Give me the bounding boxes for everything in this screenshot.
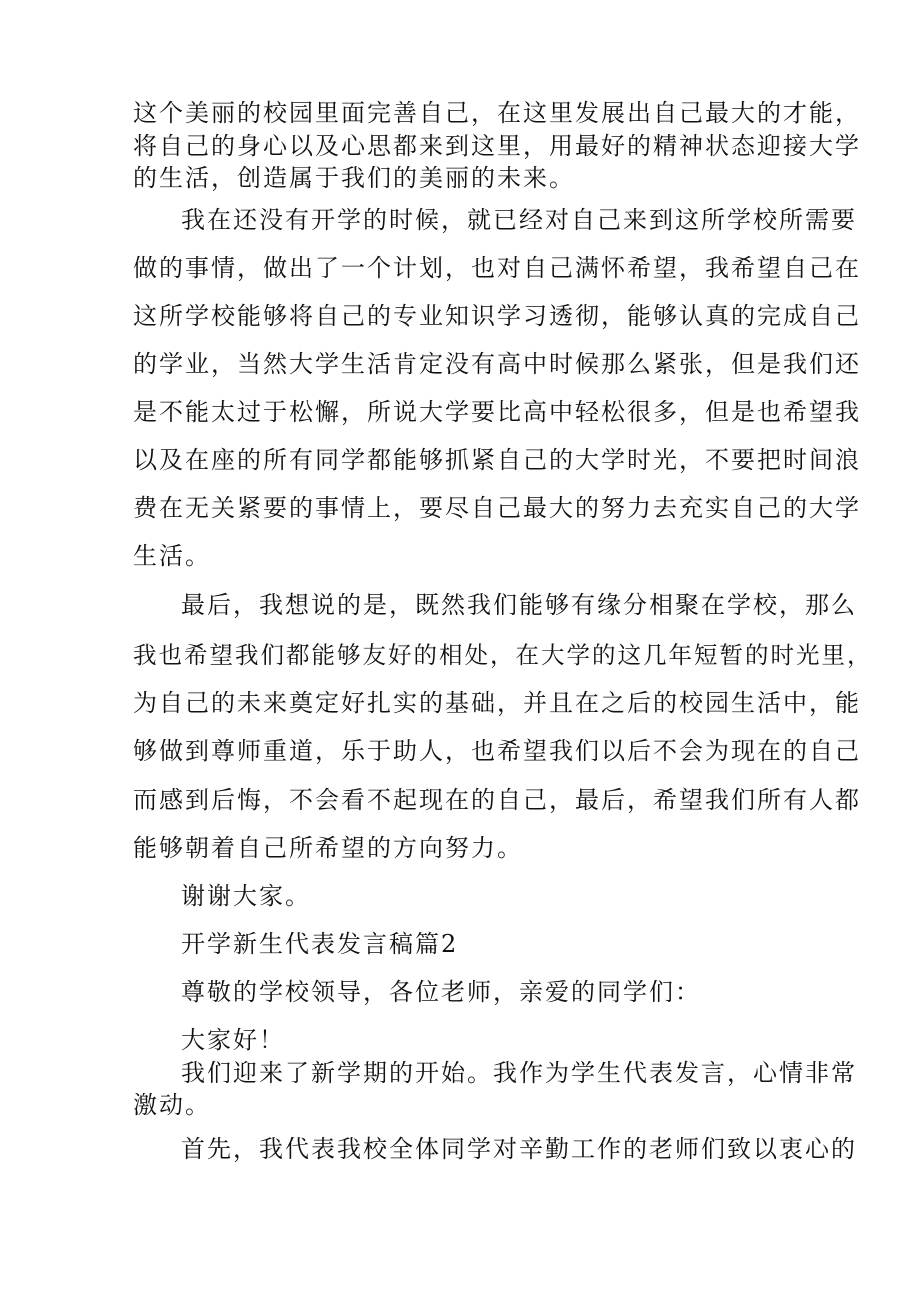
text-line: 这个美丽的校园里面完善自己，在这里发展出自己最大的才能， [133,99,861,127]
text-line: 为自己的未来奠定好扎实的基础，并且在之后的校园生活中，能 [133,689,861,717]
text-line: 我在还没有开学的时候，就已经对自己来到这所学校所需要 [181,206,857,234]
text-line: 能够朝着自己所希望的方向努力。 [133,834,523,862]
text-line: 激动。 [133,1091,211,1119]
text-line: 我们迎来了新学期的开始。我作为学生代表发言，心情非常 [181,1059,857,1087]
text-line: 做的事情，做出了一个计划，也对自己满怀希望，我希望自己在 [133,254,861,282]
text-line: 我也希望我们都能够友好的相处，在大学的这几年短暂的时光里， [133,641,873,669]
text-line: 的生活，创造属于我们的美丽的未来。 [133,164,575,192]
text-line: 够做到尊师重道，乐于助人，也希望我们以后不会为现在的自己 [133,737,861,765]
text-line: 费在无关紧要的事情上，要尽自己最大的努力去充实自己的大学 [133,494,861,522]
text-line: 将自己的身心以及心思都来到这里，用最好的精神状态迎接大学 [133,132,861,160]
text-line: 首先，我代表我校全体同学对辛勤工作的老师们致以衷心的 [181,1135,857,1163]
section-heading: 开学新生代表发言稿篇2 [181,930,459,958]
text-line: 以及在座的所有同学都能够抓紧自己的大学时光，不要把时间浪 [133,446,861,474]
text-line: 最后，我想说的是，既然我们能够有缘分相聚在学校，那么 [181,591,857,619]
text-line: 而感到后悔，不会看不起现在的自己，最后，希望我们所有人都 [133,786,861,814]
text-line: 是不能太过于松懈，所说大学要比高中轻松很多，但是也希望我 [133,398,861,426]
text-line: 的学业，当然大学生活肯定没有高中时候那么紧张，但是我们还 [133,350,861,378]
text-line: 生活。 [133,542,211,570]
greeting: 大家好！ [181,1026,285,1054]
salutation: 尊敬的学校领导，各位老师，亲爱的同学们： [181,978,701,1006]
text-line: 这所学校能够将自己的专业知识学习透彻，能够认真的完成自己 [133,302,861,330]
text-line: 谢谢大家。 [181,882,311,910]
